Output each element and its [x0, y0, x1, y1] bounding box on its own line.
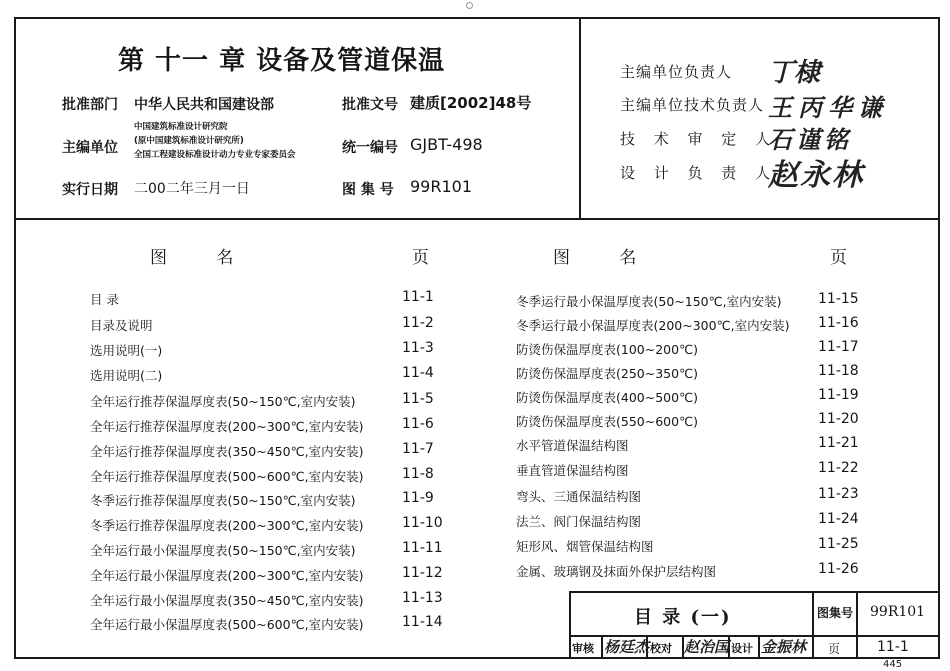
toc-right-page-16: 11-16: [818, 315, 859, 331]
toc-right-name-16: 冬季运行最小保温厚度表(200~300℃,室内安装): [516, 318, 790, 333]
toc-right-name-23: 弯头、三通保温结构图: [516, 489, 642, 504]
toc-right-page-20: 11-20: [818, 411, 859, 427]
toc-right-name-22: 垂直管道保温结构图: [516, 463, 629, 478]
sheet-number: 445: [883, 659, 903, 670]
toc-right-name-15: 冬季运行最小保温厚度表(50~150℃,室内安装): [516, 294, 782, 309]
toc-header-name-left: 图 名: [150, 248, 256, 268]
titleblock-sub-1: [601, 637, 603, 658]
frame-bottom: [14, 657, 940, 659]
unified-no-label: 统一编号: [342, 140, 398, 156]
toc-left-name-6: 全年运行推荐保温厚度表(200~300℃,室内安装): [90, 419, 364, 434]
unified-no-value: GJBT-498: [410, 135, 483, 154]
titleblock-sub-5: [758, 637, 760, 658]
titleblock-design-signature: 金振林: [761, 638, 807, 656]
toc-left-name-5: 全年运行推荐保温厚度表(50~150℃,室内安装): [90, 394, 356, 409]
toc-left-name-9: 冬季运行推荐保温厚度表(50~150℃,室内安装): [90, 493, 356, 508]
titleblock-page-label: 页: [828, 642, 841, 656]
approval-dept-value: 中华人民共和国建设部: [134, 97, 274, 113]
toc-right-page-17: 11-17: [818, 339, 859, 355]
toc-right-name-21: 水平管道保温结构图: [516, 438, 629, 453]
toc-left-name-12: 全年运行最小保温厚度表(200~300℃,室内安装): [90, 568, 364, 583]
toc-left-page-14: 11-14: [402, 614, 443, 630]
toc-right-page-26: 11-26: [818, 561, 859, 577]
header-vertical-divider: [579, 17, 581, 220]
toc-left-page-4: 11-4: [402, 365, 434, 381]
titleblock-top: [569, 591, 940, 593]
toc-right-page-24: 11-24: [818, 511, 859, 527]
titleblock-check-label: 校对: [650, 642, 672, 655]
toc-right-name-19: 防烫伤保温厚度表(400~500℃): [516, 390, 698, 405]
toc-right-page-25: 11-25: [818, 536, 859, 552]
toc-right-page-15: 11-15: [818, 291, 859, 307]
titleblock-check-signature: 赵治国: [684, 638, 730, 656]
toc-right-name-18: 防烫伤保温厚度表(250~350℃): [516, 366, 698, 381]
atlas-no-label: 图 集 号: [342, 182, 394, 198]
toc-left-name-14: 全年运行最小保温厚度表(500~600℃,室内安装): [90, 617, 364, 632]
toc-right-name-25: 矩形风、烟管保温结构图: [516, 539, 654, 554]
effective-date-value: 二00二年三月一日: [134, 181, 250, 197]
signature-design-lead: 赵永林: [768, 158, 864, 193]
toc-left-name-4: 选用说明(二): [90, 368, 163, 383]
chapter-title: 第 十一 章 设备及管道保温: [118, 46, 446, 76]
titleblock-atlas-label: 图集号: [817, 606, 854, 620]
toc-left-name-8: 全年运行推荐保温厚度表(500~600℃,室内安装): [90, 469, 364, 484]
approval-doc-value: 建质[2002]48号: [410, 94, 532, 112]
role-tech-lead: 主编单位技术负责人: [620, 96, 765, 114]
toc-right-name-20: 防烫伤保温厚度表(550~600℃): [516, 414, 698, 429]
role-chief-editor: 主编单位负责人: [620, 63, 733, 81]
toc-right-name-24: 法兰、阀门保温结构图: [516, 514, 642, 529]
toc-left-page-13: 11-13: [402, 590, 443, 606]
toc-right-page-23: 11-23: [818, 486, 859, 502]
atlas-no-value: 99R101: [410, 177, 473, 196]
toc-left-page-9: 11-9: [402, 490, 434, 506]
titleblock-atlas-value: 99R101: [870, 604, 926, 620]
toc-right-name-26: 金属、玻璃钢及抹面外保护层结构图: [516, 564, 717, 579]
toc-left-name-7: 全年运行推荐保温厚度表(350~450℃,室内安装): [90, 444, 364, 459]
header-divider: [14, 218, 940, 220]
titleblock-col-2: [856, 591, 858, 659]
toc-right-page-18: 11-18: [818, 363, 859, 379]
titleblock-page-value: 11-1: [877, 639, 909, 655]
punch-hole-mark: [466, 2, 473, 9]
frame-top: [14, 17, 940, 19]
toc-left-page-5: 11-5: [402, 391, 434, 407]
frame-left: [14, 17, 16, 659]
toc-left-page-8: 11-8: [402, 466, 434, 482]
toc-left-name-11: 全年运行最小保温厚度表(50~150℃,室内安装): [90, 543, 356, 558]
role-design-lead: 设 计 负 责 人: [620, 164, 778, 182]
toc-header-page-right: 页: [830, 248, 847, 268]
toc-left-name-2: 目录及说明: [90, 318, 153, 333]
signature-chief-editor: 丁棣: [768, 58, 821, 88]
toc-right-page-19: 11-19: [818, 387, 859, 403]
editor-line-3: 全国工程建设标准设计动力专业专家委员会: [134, 150, 296, 160]
editor-label: 主编单位: [62, 140, 118, 156]
role-tech-reviewer: 技 术 审 定 人: [620, 130, 778, 148]
editor-units: [134, 120, 296, 162]
toc-header-page-left: 页: [412, 248, 429, 268]
toc-right-page-21: 11-21: [818, 435, 859, 451]
titleblock-title: 目 录 (一): [634, 607, 732, 628]
editor-line-1: 中国建筑标准设计研究院: [134, 122, 228, 132]
toc-left-name-10: 冬季运行推荐保温厚度表(200~300℃,室内安装): [90, 518, 364, 533]
titleblock-review-label: 审核: [572, 642, 594, 655]
toc-header-name-right: 图 名: [553, 248, 659, 268]
titleblock-col-1: [812, 591, 814, 659]
toc-left-page-6: 11-6: [402, 416, 434, 432]
toc-right-page-22: 11-22: [818, 460, 859, 476]
titleblock-review-signature: 杨廷杰: [604, 638, 650, 656]
toc-right-name-17: 防烫伤保温厚度表(100~200℃): [516, 342, 698, 357]
toc-left-name-1: 目 录: [90, 292, 119, 307]
approval-dept-label: 批准部门: [62, 97, 118, 113]
toc-left-page-1: 11-1: [402, 289, 434, 305]
toc-left-name-3: 选用说明(一): [90, 343, 163, 358]
signature-tech-reviewer: 石谨铭: [768, 125, 852, 154]
signature-tech-lead: 王丙华谦: [768, 93, 888, 122]
titleblock-left: [569, 591, 571, 659]
effective-date-label: 实行日期: [62, 182, 118, 198]
toc-left-page-3: 11-3: [402, 340, 434, 356]
toc-left-name-13: 全年运行最小保温厚度表(350~450℃,室内安装): [90, 593, 364, 608]
toc-left-page-7: 11-7: [402, 441, 434, 457]
approval-doc-label: 批准文号: [342, 97, 398, 113]
toc-left-page-12: 11-12: [402, 565, 443, 581]
frame-right: [938, 17, 940, 659]
toc-left-page-11: 11-11: [402, 540, 443, 556]
toc-left-page-2: 11-2: [402, 315, 434, 331]
titleblock-design-label: 设计: [731, 642, 753, 655]
editor-line-2: (原中国建筑标准设计研究所): [134, 136, 244, 146]
toc-left-page-10: 11-10: [402, 515, 443, 531]
